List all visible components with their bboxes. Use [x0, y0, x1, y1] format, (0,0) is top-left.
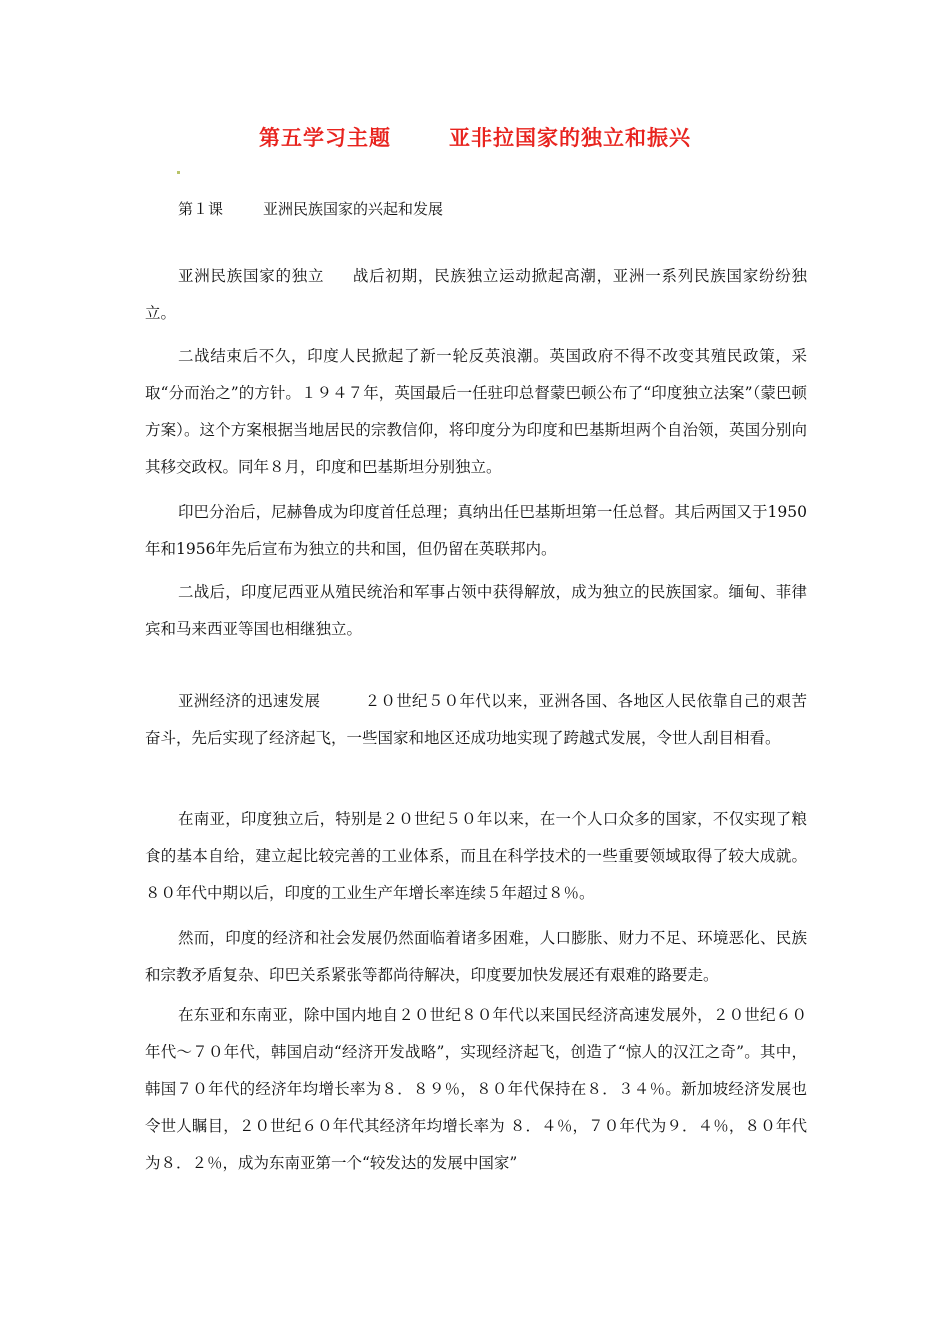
- paragraph: 印巴分治后，尼赫鲁成为印度首任总理；真纳出任巴基斯坦第一任总督。其后两国又于1950年和1956年先后宣布为独立的共和国，但仍留在英联邦内。: [145, 503, 807, 558]
- paragraph: 二战后，印度尼西亚从殖民统治和军事占领中获得解放，成为独立的民族国家。缅甸、菲律宾和马来西亚等国也相继独立。: [145, 583, 807, 638]
- lesson-name: 亚洲民族国家的兴起和发展: [263, 200, 444, 218]
- paragraph: 二战结束后不久，印度人民掀起了新一轮反英浪潮。英国政府不得不改变其殖民政策，采取“分而治之”的方针。１９４７年，英国最后一任驻印总督蒙巴顿公布了“印度独立法案”（蒙巴顿方案）。这个方案根据当地居民的宗教信仰，将印度分为印度和巴基斯坦两个自治领，英国分别向其移交政权。同年８月，印度和巴基斯坦分别独立。: [145, 347, 807, 476]
- scan-speck: [177, 171, 180, 174]
- paragraph: 然而，印度的经济和社会发展仍然面临着诸多困难，人口膨胀、财力不足、环境恶化、民族和宗教矛盾复杂、印巴关系紧张等都尚待解决，印度要加快发展还有艰难的路要走。: [145, 929, 807, 984]
- title-part1: 第五学习主题: [259, 126, 391, 150]
- lesson-heading: [178, 198, 443, 219]
- section-heading: 亚洲民族国家的独立: [178, 267, 325, 285]
- paragraph: 在南亚，印度独立后，特别是２０世纪５０年以来，在一个人口众多的国家，不仅实现了粮食的基本自给，建立起比较完善的工业体系，而且在科学技术的一些重要领域取得了较大成就。８０年代中期以后，印度的工业生产年增长率连续５年超过８％。: [145, 810, 807, 902]
- section-independence: [145, 258, 807, 332]
- paragraph: 在东亚和东南亚，除中国内地自２０世纪８０年代以来国民经济高速发展外，２０世纪６０年代～７０年代，韩国启动“经济开发战略”，实现经济起飞，创造了“惊人的汉江之奇”。其中，韩国７０年代的经济年均增长率为８．８９％，８０年代保持在８．３４％。新加坡经济发展也令世人瞩目，２０世纪６０年代其经济年均增长率为 ８．４％，７０年代为９．４％，８０年代为８．２％，成为东南亚第一个“较发达的发展中国家”: [145, 1006, 807, 1172]
- section-heading: 亚洲经济的迅速发展: [178, 692, 321, 710]
- lesson-number: 第１课: [178, 200, 224, 218]
- section-text: ２０世纪５０年代以来，亚洲各国、各地区人民依靠自己的艰苦奋斗，先后实现了经济起飞，一些国家和地区还成功地实现了跨越式发展，令世人刮目相看。: [145, 692, 807, 747]
- section-economy: [145, 683, 807, 757]
- document-title: [0, 122, 950, 152]
- section-text: 战后初期，民族独立运动掀起高潮，亚洲一系列民族国家纷纷独立。: [145, 267, 807, 322]
- title-part2: 亚非拉国家的独立和振兴: [449, 126, 691, 150]
